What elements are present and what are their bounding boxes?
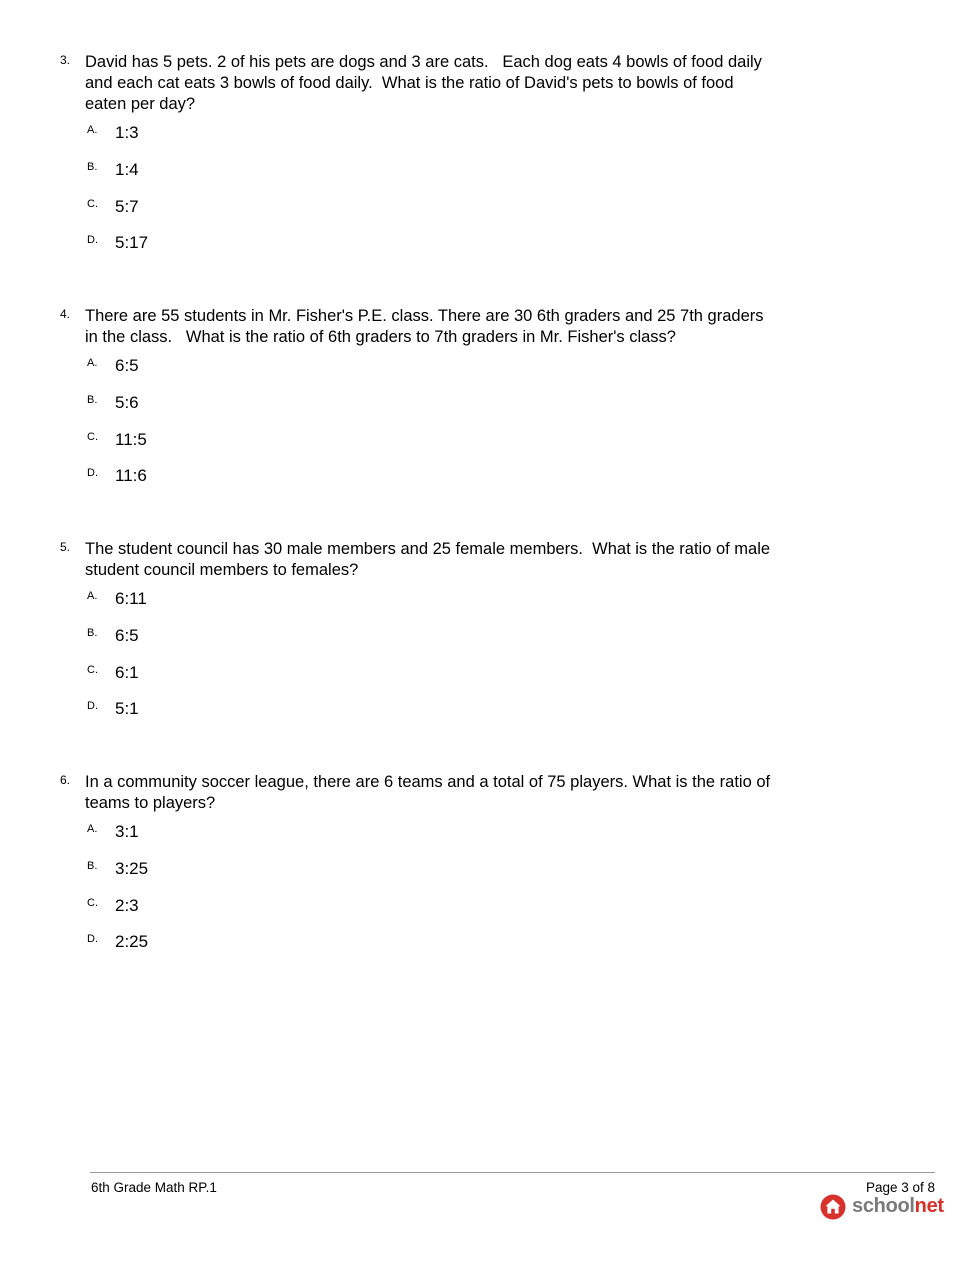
logo-text-net: net <box>914 1195 944 1217</box>
option-text: 6:5 <box>115 356 139 375</box>
option-letter: D. <box>87 700 98 712</box>
option-text: 1:3 <box>115 123 139 142</box>
option-text: 11:6 <box>115 466 147 485</box>
option-letter: C. <box>87 664 98 676</box>
option-text: 11:5 <box>115 430 147 449</box>
option-letter: A. <box>87 357 98 369</box>
option-letter: A. <box>87 124 98 136</box>
question-text: The student council has 30 male members and 25 female members. What is the ratio of male student council members to females? <box>85 540 775 579</box>
question-text: In a community soccer league, there are 6 teams and a total of 75 players. What is the ratio of teams to players? <box>85 773 775 812</box>
question-number: 5. <box>60 540 71 554</box>
option-letter: B. <box>87 394 98 406</box>
option-letter: B. <box>87 627 98 639</box>
house-icon <box>820 1194 846 1220</box>
question-number: 3. <box>60 53 71 67</box>
option-letter: C. <box>87 431 98 443</box>
option-text: 6:1 <box>115 663 139 682</box>
question-number: 4. <box>60 307 71 321</box>
option-letter: C. <box>87 897 98 909</box>
option-letter: A. <box>87 823 98 835</box>
option-text: 2:25 <box>115 932 149 951</box>
logo-text-school: school <box>852 1195 915 1217</box>
option-text: 5:17 <box>115 233 149 252</box>
option-letter: A. <box>87 590 98 602</box>
question-text: David has 5 pets. 2 of his pets are dogs and 3 are cats. Each dog eats 4 bowls of food daily and each cat eats 3 bowls of food daily. What is the ratio of David's pets to bowls of food eaten per day? <box>85 53 767 113</box>
option-text: 2:3 <box>115 896 139 915</box>
option-text: 5:7 <box>115 197 139 216</box>
option-text: 6:5 <box>115 626 139 645</box>
page-number: Page 3 of 8 <box>865 1180 935 1195</box>
option-letter: B. <box>87 161 98 173</box>
option-letter: D. <box>87 234 98 246</box>
footer-divider <box>90 1172 935 1173</box>
logo-wordmark <box>852 1194 944 1218</box>
question-number: 6. <box>60 773 71 787</box>
option-letter: D. <box>87 467 98 479</box>
option-letter: B. <box>87 860 98 872</box>
option-text: 3:1 <box>115 822 139 841</box>
footer-title: 6th Grade Math RP.1 <box>91 1180 217 1195</box>
option-letter: C. <box>87 198 98 210</box>
option-text: 1:4 <box>115 160 139 179</box>
option-text: 5:6 <box>115 393 139 412</box>
question-text: There are 55 students in Mr. Fisher's P.E. class. There are 30 6th graders and 25 7th graders in the class. What is the ratio of 6th graders to 7th graders in Mr. Fisher's class? <box>85 307 769 346</box>
option-text: 6:11 <box>115 589 147 608</box>
option-letter: D. <box>87 933 98 945</box>
option-text: 3:25 <box>115 859 149 878</box>
schoolnet-logo <box>820 1193 944 1223</box>
option-text: 5:1 <box>115 699 139 718</box>
